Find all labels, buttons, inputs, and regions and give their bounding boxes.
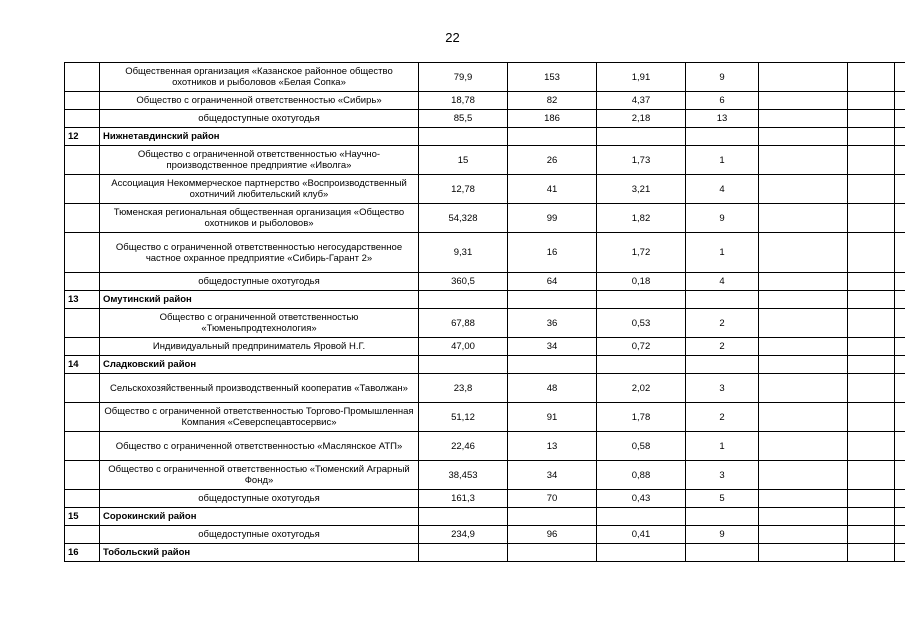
density-cell: 2,18 [597, 110, 686, 128]
count-cell: 91 [508, 403, 597, 432]
norm-cell [686, 508, 759, 526]
empty-cell-1 [759, 92, 848, 110]
empty-cell-2 [848, 432, 895, 461]
empty-cell-2 [848, 110, 895, 128]
norm-cell: 13 [686, 110, 759, 128]
empty-cell-1 [759, 175, 848, 204]
empty-cell-2 [848, 128, 895, 146]
row-name: общедоступные охотугодья [100, 110, 419, 128]
row-name: Омутинский район [100, 291, 419, 309]
norm-cell [686, 544, 759, 562]
hunting-grounds-table [64, 62, 905, 562]
empty-cell-1 [759, 461, 848, 490]
row-number [65, 461, 100, 490]
area-cell: 54,328 [419, 204, 508, 233]
count-cell [508, 128, 597, 146]
norm-cell: 1 [686, 233, 759, 273]
table-row [65, 146, 905, 175]
row-number [65, 110, 100, 128]
area-cell: 51,12 [419, 403, 508, 432]
count-cell: 99 [508, 204, 597, 233]
row-number [65, 374, 100, 403]
count-cell: 41 [508, 175, 597, 204]
empty-cell-3 [895, 526, 905, 544]
area-cell [419, 508, 508, 526]
norm-cell: 3 [686, 374, 759, 403]
density-cell: 1,78 [597, 403, 686, 432]
density-cell: 0,43 [597, 490, 686, 508]
empty-cell-3 [895, 338, 905, 356]
empty-cell-1 [759, 508, 848, 526]
empty-cell-3 [895, 63, 905, 92]
count-cell: 64 [508, 273, 597, 291]
table-row [65, 461, 905, 490]
count-cell: 13 [508, 432, 597, 461]
row-number [65, 273, 100, 291]
norm-cell [686, 356, 759, 374]
table-row [65, 526, 905, 544]
empty-cell-1 [759, 356, 848, 374]
row-number [65, 403, 100, 432]
row-number [65, 92, 100, 110]
empty-cell-1 [759, 146, 848, 175]
empty-cell-2 [848, 233, 895, 273]
area-cell [419, 356, 508, 374]
empty-cell-3 [895, 273, 905, 291]
empty-cell-1 [759, 338, 848, 356]
density-cell: 3,21 [597, 175, 686, 204]
empty-cell-3 [895, 490, 905, 508]
norm-cell: 1 [686, 146, 759, 175]
row-name: Сорокинский район [100, 508, 419, 526]
density-cell: 2,02 [597, 374, 686, 403]
empty-cell-2 [848, 356, 895, 374]
row-number [65, 490, 100, 508]
norm-cell [686, 291, 759, 309]
district-row [65, 544, 905, 562]
area-cell: 360,5 [419, 273, 508, 291]
count-cell [508, 291, 597, 309]
empty-cell-3 [895, 403, 905, 432]
empty-cell-1 [759, 233, 848, 273]
empty-cell-1 [759, 432, 848, 461]
density-cell: 1,91 [597, 63, 686, 92]
empty-cell-2 [848, 291, 895, 309]
count-cell: 70 [508, 490, 597, 508]
district-row [65, 508, 905, 526]
row-number: 12 [65, 128, 100, 146]
empty-cell-3 [895, 175, 905, 204]
empty-cell-1 [759, 526, 848, 544]
table-row [65, 490, 905, 508]
area-cell: 15 [419, 146, 508, 175]
empty-cell-2 [848, 92, 895, 110]
row-number: 16 [65, 544, 100, 562]
empty-cell-1 [759, 110, 848, 128]
empty-cell-3 [895, 128, 905, 146]
density-cell: 0,18 [597, 273, 686, 291]
density-cell [597, 508, 686, 526]
district-row [65, 356, 905, 374]
empty-cell-2 [848, 175, 895, 204]
empty-cell-1 [759, 291, 848, 309]
empty-cell-3 [895, 204, 905, 233]
table-row [65, 403, 905, 432]
count-cell: 34 [508, 338, 597, 356]
empty-cell-2 [848, 544, 895, 562]
table-row [65, 309, 905, 338]
empty-cell-3 [895, 356, 905, 374]
empty-cell-3 [895, 233, 905, 273]
density-cell [597, 544, 686, 562]
area-cell [419, 291, 508, 309]
norm-cell: 3 [686, 461, 759, 490]
table-row [65, 63, 905, 92]
area-cell: 23,8 [419, 374, 508, 403]
area-cell: 79,9 [419, 63, 508, 92]
area-cell: 161,3 [419, 490, 508, 508]
row-number [65, 63, 100, 92]
row-number [65, 204, 100, 233]
row-number: 13 [65, 291, 100, 309]
row-number [65, 146, 100, 175]
empty-cell-3 [895, 92, 905, 110]
page-number: 22 [445, 30, 460, 45]
empty-cell-1 [759, 204, 848, 233]
norm-cell: 4 [686, 175, 759, 204]
row-number [65, 338, 100, 356]
empty-cell-2 [848, 374, 895, 403]
table-body [65, 63, 905, 562]
count-cell [508, 508, 597, 526]
row-name: Тобольский район [100, 544, 419, 562]
empty-cell-1 [759, 544, 848, 562]
count-cell: 26 [508, 146, 597, 175]
empty-cell-3 [895, 508, 905, 526]
empty-cell-1 [759, 309, 848, 338]
area-cell: 9,31 [419, 233, 508, 273]
empty-cell-2 [848, 146, 895, 175]
row-name: Тюменская региональная общественная организация «Общество охотников и рыболовов» [100, 204, 419, 233]
row-name: Сладковский район [100, 356, 419, 374]
district-row [65, 128, 905, 146]
row-number [65, 432, 100, 461]
row-name: Общество с ограниченной ответственностью Торгово-Промышленная Компания «Северспецавтосервис» [100, 403, 419, 432]
empty-cell-2 [848, 490, 895, 508]
empty-cell-2 [848, 338, 895, 356]
row-name: Индивидуальный предприниматель Яровой Н.Г. [100, 338, 419, 356]
density-cell: 1,72 [597, 233, 686, 273]
empty-cell-3 [895, 110, 905, 128]
row-number [65, 526, 100, 544]
table-row [65, 204, 905, 233]
row-number: 14 [65, 356, 100, 374]
empty-cell-1 [759, 273, 848, 291]
count-cell: 96 [508, 526, 597, 544]
row-number: 15 [65, 508, 100, 526]
count-cell: 16 [508, 233, 597, 273]
row-name: общедоступные охотугодья [100, 490, 419, 508]
table-row [65, 175, 905, 204]
table-row [65, 338, 905, 356]
empty-cell-3 [895, 291, 905, 309]
empty-cell-1 [759, 63, 848, 92]
area-cell: 67,88 [419, 309, 508, 338]
table-row [65, 233, 905, 273]
norm-cell: 6 [686, 92, 759, 110]
density-cell [597, 356, 686, 374]
area-cell [419, 128, 508, 146]
count-cell: 34 [508, 461, 597, 490]
area-cell: 234,9 [419, 526, 508, 544]
area-cell: 47,00 [419, 338, 508, 356]
row-name: Общество с ограниченной ответственностью «Маслянское АТП» [100, 432, 419, 461]
row-name: Сельскохозяйственный производственный кооператив «Таволжан» [100, 374, 419, 403]
table-row [65, 374, 905, 403]
norm-cell: 2 [686, 403, 759, 432]
row-name: Общественная организация «Казанское районное общество охотников и рыболовов «Белая Сопка» [100, 63, 419, 92]
row-name: Нижнетавдинский район [100, 128, 419, 146]
density-cell: 0,58 [597, 432, 686, 461]
row-name: Общество с ограниченной ответственностью «Научно-производственное предприятие «Иволга» [100, 146, 419, 175]
norm-cell: 2 [686, 309, 759, 338]
density-cell: 0,72 [597, 338, 686, 356]
empty-cell-3 [895, 146, 905, 175]
table-row [65, 110, 905, 128]
empty-cell-3 [895, 309, 905, 338]
area-cell: 38,453 [419, 461, 508, 490]
empty-cell-2 [848, 403, 895, 432]
empty-cell-1 [759, 403, 848, 432]
norm-cell [686, 128, 759, 146]
density-cell [597, 128, 686, 146]
empty-cell-3 [895, 432, 905, 461]
empty-cell-2 [848, 204, 895, 233]
empty-cell-1 [759, 374, 848, 403]
norm-cell: 9 [686, 63, 759, 92]
count-cell: 48 [508, 374, 597, 403]
norm-cell: 9 [686, 204, 759, 233]
empty-cell-3 [895, 544, 905, 562]
empty-cell-1 [759, 128, 848, 146]
table-row [65, 92, 905, 110]
count-cell: 82 [508, 92, 597, 110]
row-name: общедоступные охотугодья [100, 273, 419, 291]
norm-cell: 5 [686, 490, 759, 508]
table-row [65, 432, 905, 461]
row-name: Общество с ограниченной ответственностью негосударственное частное охранное предприятие «Сибирь-Гарант 2» [100, 233, 419, 273]
area-cell: 85,5 [419, 110, 508, 128]
count-cell [508, 544, 597, 562]
row-number [65, 175, 100, 204]
norm-cell: 2 [686, 338, 759, 356]
area-cell: 18,78 [419, 92, 508, 110]
density-cell: 1,82 [597, 204, 686, 233]
row-number [65, 233, 100, 273]
density-cell: 4,37 [597, 92, 686, 110]
count-cell [508, 356, 597, 374]
norm-cell: 4 [686, 273, 759, 291]
empty-cell-2 [848, 461, 895, 490]
row-name: Общество с ограниченной ответственностью «Тюменьпродтехнология» [100, 309, 419, 338]
empty-cell-2 [848, 63, 895, 92]
density-cell: 1,73 [597, 146, 686, 175]
empty-cell-2 [848, 273, 895, 291]
empty-cell-3 [895, 461, 905, 490]
empty-cell-2 [848, 526, 895, 544]
table-row [65, 273, 905, 291]
row-number [65, 309, 100, 338]
area-cell: 12,78 [419, 175, 508, 204]
empty-cell-2 [848, 309, 895, 338]
row-name: Общество с ограниченной ответственностью «Тюменский Аграрный Фонд» [100, 461, 419, 490]
row-name: Общество с ограниченной ответственностью «Сибирь» [100, 92, 419, 110]
empty-cell-2 [848, 508, 895, 526]
row-name: общедоступные охотугодья [100, 526, 419, 544]
district-row [65, 291, 905, 309]
norm-cell: 1 [686, 432, 759, 461]
norm-cell: 9 [686, 526, 759, 544]
row-name: Ассоциация Некоммерческое партнерство «Воспроизводственный охотничий любительский клуб» [100, 175, 419, 204]
density-cell: 0,41 [597, 526, 686, 544]
density-cell [597, 291, 686, 309]
empty-cell-1 [759, 490, 848, 508]
count-cell: 153 [508, 63, 597, 92]
count-cell: 186 [508, 110, 597, 128]
count-cell: 36 [508, 309, 597, 338]
area-cell: 22,46 [419, 432, 508, 461]
density-cell: 0,88 [597, 461, 686, 490]
density-cell: 0,53 [597, 309, 686, 338]
empty-cell-3 [895, 374, 905, 403]
area-cell [419, 544, 508, 562]
